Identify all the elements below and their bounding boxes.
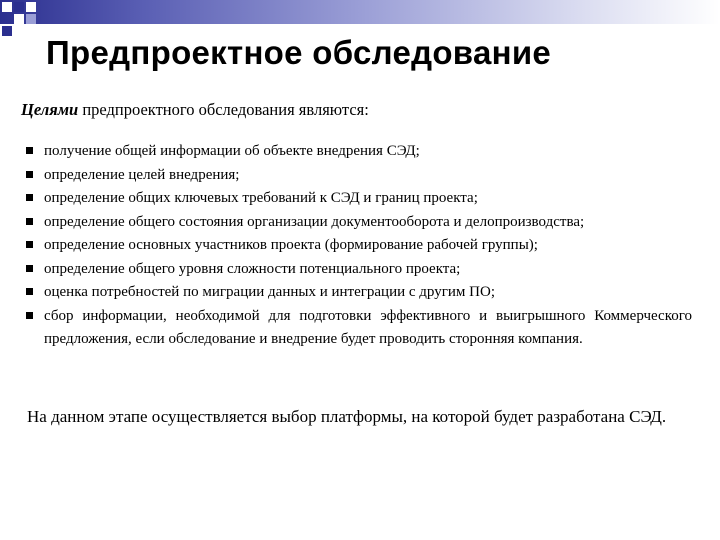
square-bullet-icon — [26, 194, 33, 201]
list-item-text: определение общего уровня сложности потенциального проекта; — [44, 260, 461, 277]
square-bullet-icon — [26, 288, 33, 295]
decor-square — [14, 2, 24, 12]
goals-list — [24, 140, 692, 352]
decor-square — [2, 2, 12, 12]
square-bullet-icon — [26, 265, 33, 272]
square-bullet-icon — [26, 147, 33, 154]
square-bullet-icon — [26, 218, 33, 225]
list-item-text: оценка потребностей по миграции данных и интеграции с другим ПО; — [44, 284, 495, 300]
intro-emphasis: Целями — [21, 100, 79, 119]
list-item — [24, 164, 692, 188]
list-item — [24, 305, 692, 352]
decor-square — [2, 26, 12, 36]
intro-text: предпроектного обследования являются: — [78, 100, 369, 119]
decor-square — [26, 14, 36, 24]
decor-square — [26, 2, 36, 12]
header-gradient-bar — [0, 0, 720, 24]
list-item — [24, 234, 692, 258]
square-bullet-icon — [26, 241, 33, 248]
list-item — [24, 140, 692, 164]
square-bullet-icon — [26, 312, 33, 319]
list-item — [24, 211, 692, 235]
list-item — [24, 258, 692, 282]
list-item-text: определение общих ключевых требований к СЭД и границ проекта; — [44, 190, 478, 206]
list-item-text: определение основных участников проекта (формирование рабочей группы); — [44, 237, 538, 253]
list-item-text: определение общего состояния организации документооборота и делопроизводства; — [44, 213, 585, 230]
list-item-text: сбор информации, необходимой для подготовки эффективного и выигрышного Коммерческого предложения, если обследование и внедрение будет проводить сторонняя компания. — [44, 307, 692, 347]
list-item — [24, 281, 692, 305]
list-item-text: получение общей информации об объекте внедрения СЭД; — [44, 143, 420, 159]
slide-title: Предпроектное обследование — [46, 34, 552, 71]
square-bullet-icon — [26, 171, 33, 178]
decor-square — [14, 14, 24, 24]
closing-paragraph: На данном этапе осуществляется выбор платформы, на которой будет разработана СЭД. — [27, 407, 667, 426]
list-item — [24, 187, 692, 211]
list-item-text: определение целей внедрения; — [44, 166, 240, 183]
intro-line — [21, 100, 369, 120]
